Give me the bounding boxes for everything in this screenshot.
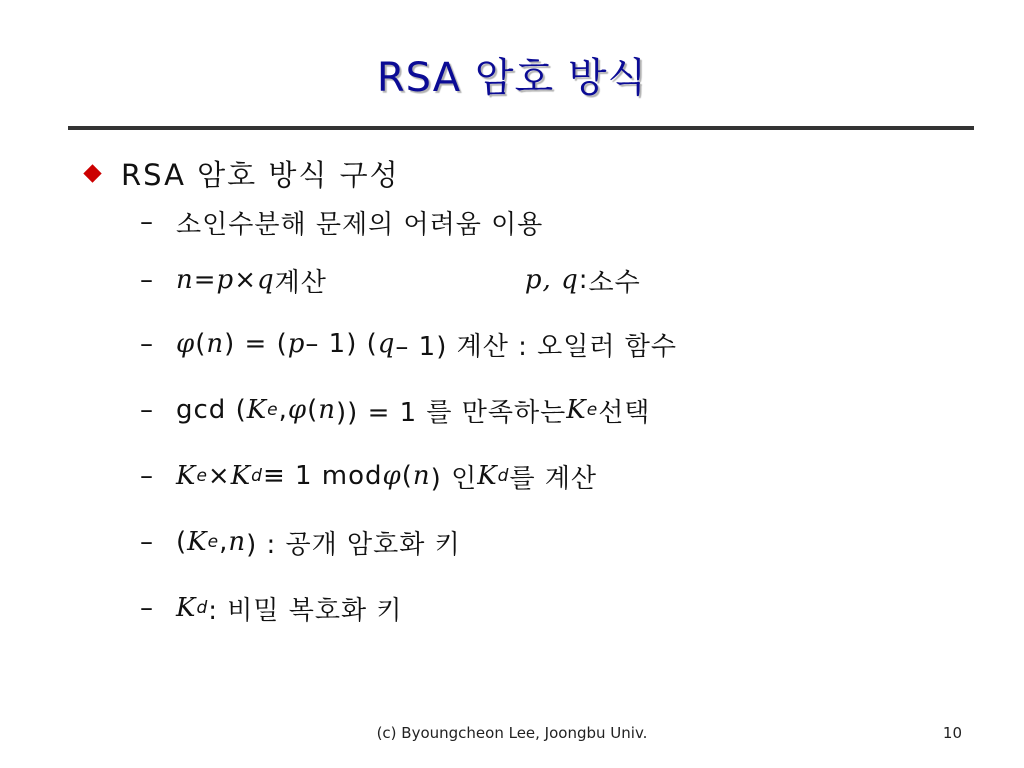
sub-item-4: – gcd ( K e , φ ( n )) = 1 를 만족하는 K e 선택 xyxy=(140,392,650,428)
math-var: p, q xyxy=(524,265,579,295)
dash-icon: – xyxy=(140,461,154,491)
math-var: n xyxy=(176,265,194,295)
math-var: n xyxy=(206,329,225,359)
sub-item-5: – K e × K d ≡ 1 mod φ ( n ) 인 K d 를 계산 xyxy=(140,458,597,494)
math-var: q xyxy=(257,265,275,295)
operator: × xyxy=(234,265,257,295)
math-var: K xyxy=(176,593,197,623)
text: 계산 xyxy=(274,267,327,298)
math-var: K xyxy=(246,395,268,425)
bullet-item xyxy=(80,156,400,190)
page-number: 10 xyxy=(942,724,962,742)
dash-icon: – xyxy=(140,329,154,359)
operator: × xyxy=(207,461,231,491)
slide-title: RSA 암호 방식 xyxy=(376,55,648,101)
dash-icon: – xyxy=(140,207,154,237)
text: ) : 공개 암호화 키 xyxy=(246,529,461,560)
math-var: n xyxy=(228,527,247,557)
operator: = xyxy=(193,265,217,295)
phi-symbol: φ xyxy=(176,329,196,359)
sub-item-3 xyxy=(140,326,677,362)
math-var: K xyxy=(566,395,587,425)
text: ≡ 1 mod xyxy=(262,461,383,491)
text: gcd ( xyxy=(176,395,247,425)
text: ( xyxy=(401,461,413,491)
dash-icon: – xyxy=(140,593,154,623)
bullet-text: RSA 암호 방식 구성 xyxy=(121,157,400,192)
text: ( xyxy=(307,395,319,425)
diamond-bullet-icon xyxy=(83,164,101,182)
dash-icon: – xyxy=(140,395,154,425)
math-var: K xyxy=(230,461,252,491)
math-var: p xyxy=(287,329,306,359)
text: ( xyxy=(195,329,207,359)
dash-icon: – xyxy=(140,265,154,295)
sub-item-6: – ( K e , n ) : 공개 암호화 키 xyxy=(140,524,461,560)
dash-icon: – xyxy=(140,527,154,557)
text: 를 계산 xyxy=(509,463,598,494)
text: ) = ( xyxy=(224,329,288,359)
phi-symbol: φ xyxy=(382,461,402,491)
math-var: K xyxy=(477,461,498,491)
math-var: p xyxy=(216,265,235,295)
text: 소수 xyxy=(588,267,641,298)
text: – 1) 계산 : 오일러 함수 xyxy=(395,331,677,362)
text: ( xyxy=(176,527,188,557)
title-divider xyxy=(68,126,974,130)
math-var: n xyxy=(318,395,337,425)
sub-item-1 xyxy=(140,204,543,240)
text: , xyxy=(278,395,288,425)
text: : xyxy=(578,265,589,295)
footer-credit: (c) Byoungcheon Lee, Joongbu Univ. xyxy=(376,724,648,742)
sub-item-2 xyxy=(140,262,641,298)
phi-symbol: φ xyxy=(287,395,308,425)
text: : 비밀 복호화 키 xyxy=(208,595,403,626)
math-var: q xyxy=(377,329,396,359)
text: , xyxy=(219,527,229,557)
math-var: K xyxy=(176,461,197,491)
math-var: K xyxy=(187,527,208,557)
text: ) 인 xyxy=(430,463,478,494)
text: )) = 1 를 만족하는 xyxy=(336,397,567,428)
sub-item-text: 소인수분해 문제의 어려움 이용 xyxy=(176,209,544,240)
text: 선택 xyxy=(598,397,651,428)
sub-item-7: – K d : 비밀 복호화 키 xyxy=(140,590,402,626)
text: – 1) ( xyxy=(305,329,378,359)
math-var: n xyxy=(412,461,431,491)
